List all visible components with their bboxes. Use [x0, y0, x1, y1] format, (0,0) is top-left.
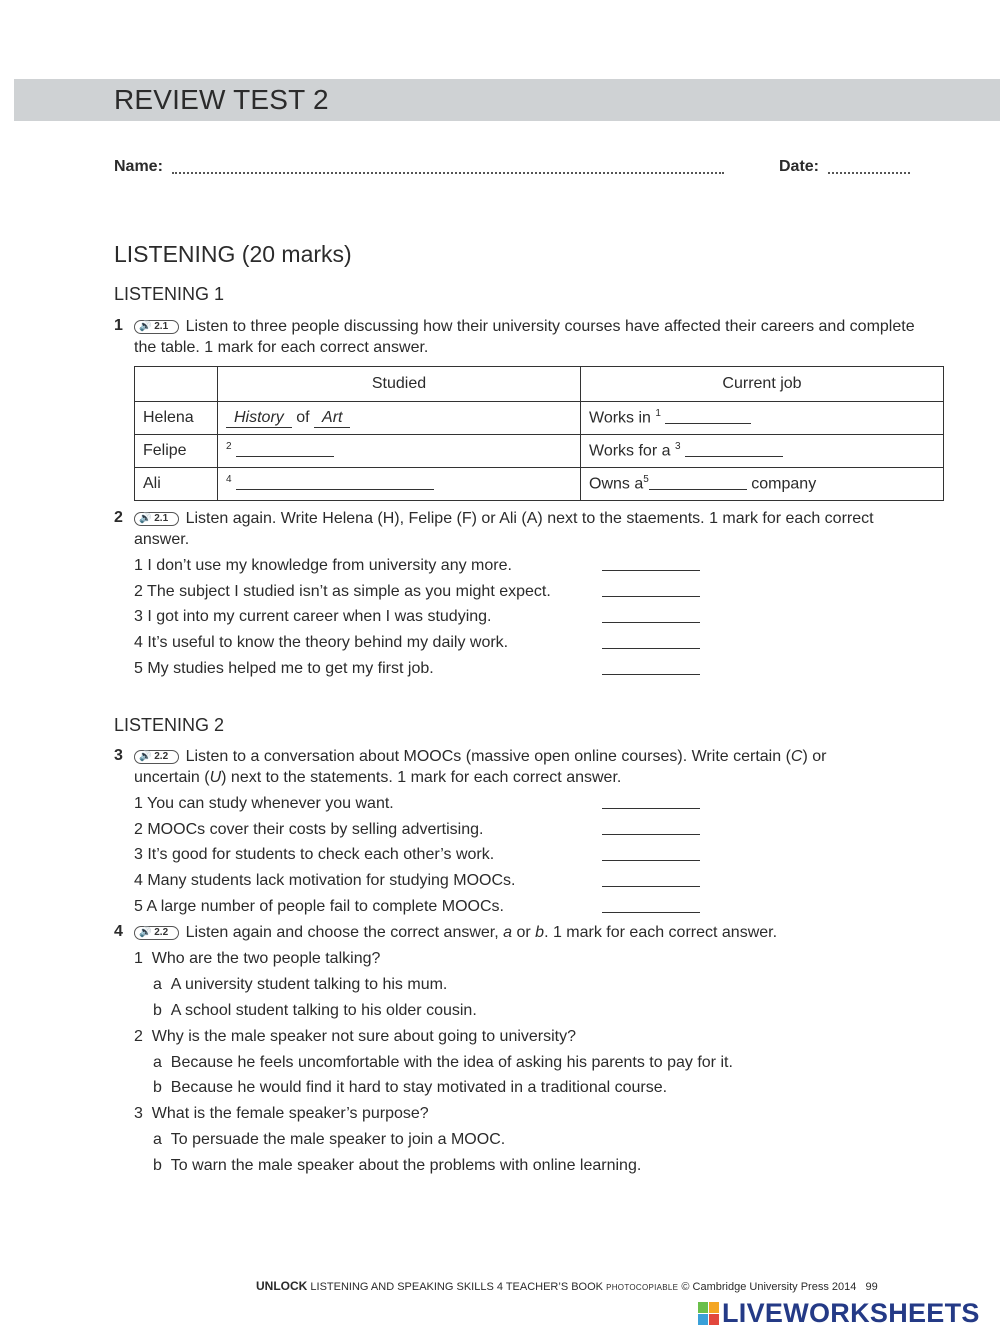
table-row	[135, 402, 944, 435]
name-field[interactable]	[172, 172, 724, 174]
mc-option-a[interactable]: a A university student talking to his mum.	[153, 976, 448, 993]
mc-question: 2 Why is the male speaker not sure about going to university?	[134, 1028, 577, 1045]
answer-blank[interactable]	[602, 674, 700, 675]
list-item: 3 It’s good for students to check each other’s work.	[134, 846, 495, 863]
liveworksheets-logo-icon	[698, 1302, 720, 1326]
job-cell: Works for a $^3$	[581, 435, 944, 468]
audio-icon[interactable]: 🔊 2.1	[134, 320, 179, 334]
answer-blank[interactable]	[665, 411, 751, 424]
date-field[interactable]	[828, 172, 910, 174]
page-title: REVIEW TEST 2	[114, 84, 329, 115]
studied-cell: 4	[218, 468, 581, 501]
list-item: 3 I got into my current career when I was studying.	[134, 608, 492, 625]
mc-question: 1 Who are the two people talking?	[134, 950, 381, 967]
answer-table	[134, 366, 944, 501]
audio-icon[interactable]: 🔊 2.2	[134, 926, 179, 940]
list-item: 1 I don’t use my knowledge from university any more.	[134, 557, 512, 574]
question-number: 4	[114, 923, 123, 940]
question-number: 1	[114, 317, 123, 334]
mc-option-b[interactable]: b Because he would find it hard to stay motivated in a traditional course.	[153, 1079, 668, 1096]
list-item: 2 The subject I studied isn’t as simple as you might expect.	[134, 583, 551, 600]
page-footer: UNLOCK LISTENING AND SPEAKING SKILLS 4 TEACHER’S BOOK PHOTOCOPIABLE © Cambridge University Press 2014 99	[256, 1279, 878, 1293]
table-header: Studied	[218, 367, 581, 402]
studied-cell: 2	[218, 435, 581, 468]
table-header: Current job	[581, 367, 944, 402]
answer-blank[interactable]	[602, 912, 700, 913]
answer-blank[interactable]	[602, 886, 700, 887]
listening1-title: LISTENING 1	[114, 284, 225, 304]
example-answer: Art	[314, 409, 350, 428]
liveworksheets-watermark[interactable]: LIVEWORKSHEETS	[722, 1298, 980, 1328]
question-3-instructions: 🔊 2.2 Listen to a conversation about MOOCs (massive open online courses). Write certain (C) or uncertain (U) next to the statements. 1 mark for each correct answer.	[134, 748, 827, 786]
job-cell: Works in $^1$	[581, 402, 944, 435]
list-item: 1 You can study whenever you want.	[134, 795, 394, 812]
list-item: 2 MOOCs cover their costs by selling advertising.	[134, 821, 484, 838]
of-word: of	[296, 408, 310, 426]
answer-blank[interactable]	[602, 648, 700, 649]
example-answer: History	[226, 409, 292, 428]
question-2-instructions: 🔊 2.1 Listen again. Write Helena (H), Felipe (F) or Ali (A) next to the staements. 1 mark for each correct answer.	[134, 510, 874, 548]
page-number: 99	[865, 1281, 878, 1293]
answer-blank[interactable]	[236, 477, 434, 490]
answer-blank[interactable]	[602, 834, 700, 835]
answer-blank[interactable]	[649, 477, 747, 490]
table-header-row	[135, 367, 944, 402]
unlock-logo: UNLOCK	[256, 1279, 308, 1293]
list-item: 5 My studies helped me to get my first job.	[134, 660, 434, 677]
answer-blank[interactable]	[602, 622, 700, 623]
table-row	[135, 435, 944, 468]
name-label: Name:	[114, 158, 163, 175]
mc-option-b[interactable]: b To warn the male speaker about the problems with online learning.	[153, 1157, 642, 1174]
question-1-instructions: 🔊 2.1 Listen to three people discussing how their university courses have affected their careers and complete the table. 1 mark for each correct answer.	[134, 318, 915, 356]
mc-option-a[interactable]: a Because he feels uncomfortable with the idea of asking his parents to pay for it.	[153, 1054, 733, 1071]
question-number: 2	[114, 509, 123, 526]
studied-cell	[218, 402, 581, 435]
person-name: Ali	[135, 468, 218, 501]
answer-blank[interactable]	[602, 570, 700, 571]
section-title: LISTENING (20 marks)	[114, 241, 352, 267]
table-header	[135, 367, 218, 402]
question-4-instructions: 🔊 2.2 Listen again and choose the correct answer, a or b. 1 mark for each correct answer.	[134, 922, 934, 943]
mc-option-b[interactable]: b A school student talking to his older cousin.	[153, 1002, 477, 1019]
date-label: Date:	[779, 158, 820, 175]
listening2-title: LISTENING 2	[114, 715, 225, 735]
person-name: Felipe	[135, 435, 218, 468]
answer-blank[interactable]	[602, 860, 700, 861]
answer-blank[interactable]	[236, 444, 334, 457]
answer-blank[interactable]	[602, 808, 700, 809]
question-number: 3	[114, 747, 123, 764]
list-item: 4 It’s useful to know the theory behind my daily work.	[134, 634, 509, 651]
person-name: Helena	[135, 402, 218, 435]
list-item: 4 Many students lack motivation for studying MOOCs.	[134, 872, 516, 889]
table-row	[135, 468, 944, 501]
job-cell: Owns $a^5$ company	[581, 468, 944, 501]
mc-option-a[interactable]: a To persuade the male speaker to join a MOOC.	[153, 1131, 506, 1148]
answer-blank[interactable]	[602, 596, 700, 597]
audio-icon[interactable]: 🔊 2.2	[134, 750, 179, 764]
answer-blank[interactable]	[685, 444, 783, 457]
mc-question: 3 What is the female speaker’s purpose?	[134, 1105, 429, 1122]
list-item: 5 A large number of people fail to complete MOOCs.	[134, 898, 504, 915]
audio-icon[interactable]: 🔊 2.1	[134, 512, 179, 526]
